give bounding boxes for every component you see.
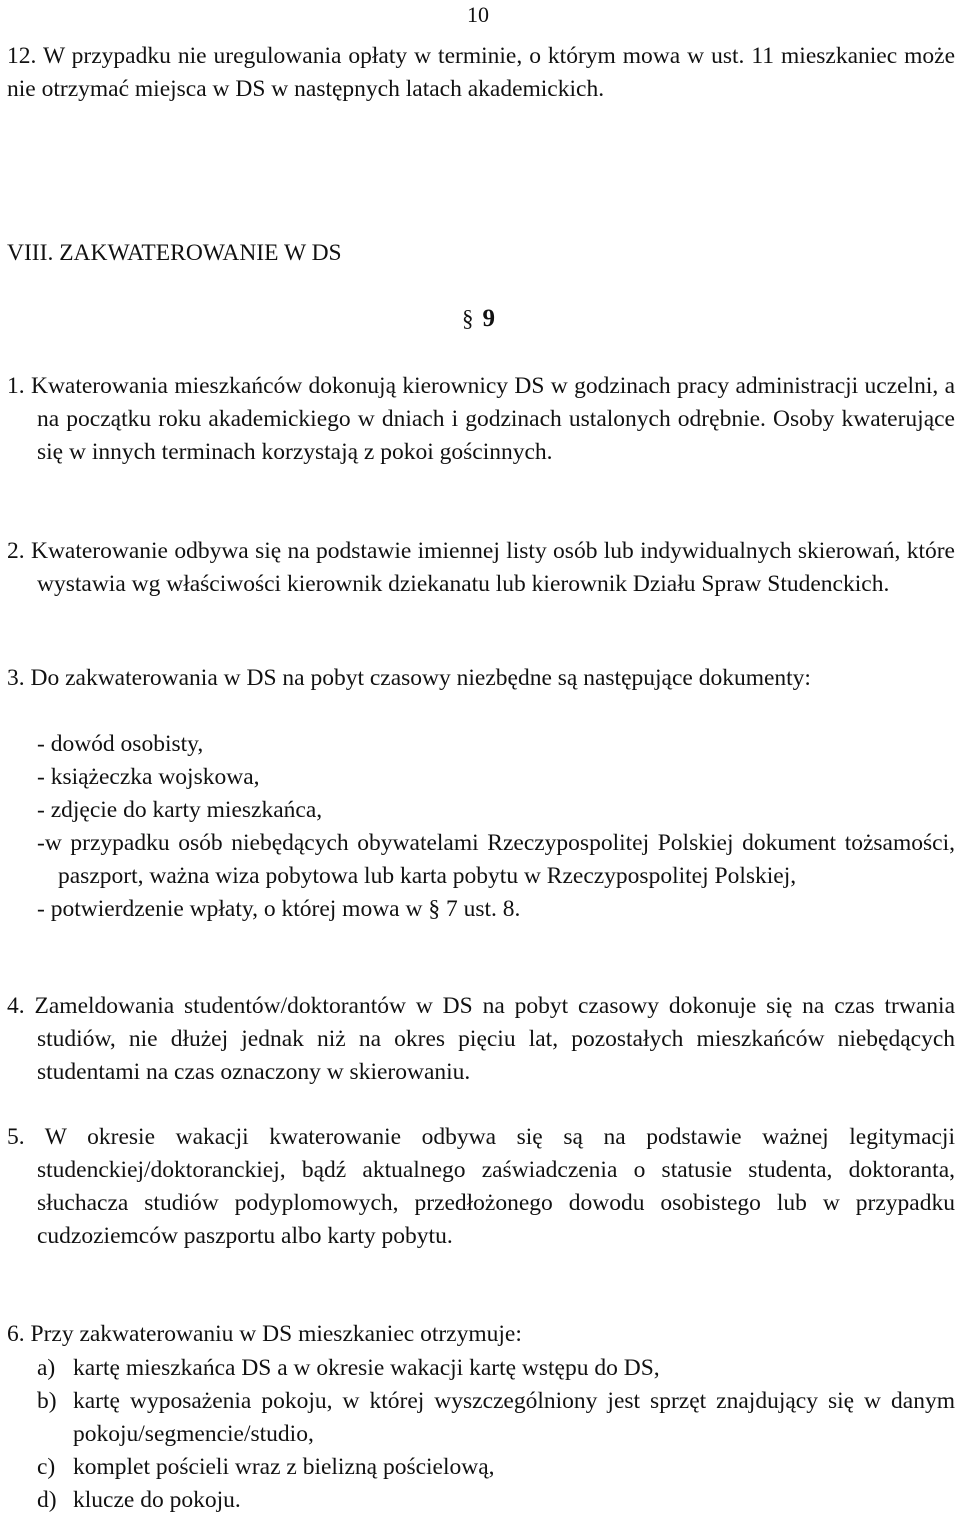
item-number: 6. [7,1321,25,1347]
item-text: Zameldowania studentów/doktorantów w DS na pobyt czasowy dokonuje się na czas trwania studiów, nie dłużej jednak niż na okres pięciu lat, pozostałych mieszkańców niebędących studentami na czas oznaczony w skierowaniu. [34,993,955,1085]
sub-item-label: d) [37,1487,57,1513]
paragraph-item-3 [7,662,955,695]
item-number: 4. [7,993,25,1019]
sub-item-b [37,1385,955,1451]
paragraph-item-2 [7,535,955,601]
paragraph-item-6 [7,1318,955,1351]
item-text: Do zakwaterowania w DS na pobyt czasowy niezbędne są następujące dokumenty: [30,665,811,691]
document-item: - dowód osobisty, [37,731,204,757]
item-number: 3. [7,665,25,691]
document-item: -w przypadku osób niebędących obywatelami Rzeczypospolitej Polskiej dokument tożsamości, paszport, ważna wiza pobytowa lub karta pobytu w Rzeczypospolitej Polskiej, [37,830,955,889]
paragraph-item-12 [7,40,955,106]
item-text: W przypadku nie uregulowania opłaty w terminie, o którym mowa w ust. 11 mieszkaniec może nie otrzymać miejsca w DS w następnych latach akademickich. [7,43,956,102]
item-number: 5. [7,1124,25,1150]
document-item: - zdjęcie do karty mieszkańca, [37,797,323,823]
section-symbol: § [462,306,474,331]
document-item: - książeczka wojskowa, [37,764,260,790]
sub-item-label: a) [37,1355,56,1381]
section-number: 9 [482,305,495,332]
paragraph-item-1 [7,370,955,469]
item-number: 2. [7,538,25,564]
paragraph-item-4 [7,990,955,1089]
sub-item-label: b) [37,1388,57,1414]
chapter-heading: VIII. ZAKWATEROWANIE W DS [7,240,342,266]
documents-list [37,728,955,926]
item-number: 1. [7,373,25,399]
sub-item-label: c) [37,1454,56,1480]
sub-item-text: kartę wyposażenia pokoju, w której wyszczególniony jest sprzęt znajdujący się w danym pokoju/segmencie/studio, [73,1388,955,1447]
page-number: 10 [467,2,489,27]
sub-item-text: klucze do pokoju. [73,1487,241,1513]
item-text: Kwaterowania mieszkańców dokonują kierownicy DS w godzinach pracy administracji uczelni, a na początku roku akademickiego w dniach i godzinach ustalonych odrębnie. Osoby kwaterujące się w innych terminach korzystają z pokoi gościnnych. [30,373,956,465]
item-text: W okresie wakacji kwaterowanie odbywa się są na podstawie ważnej legitymacji studenckiej/doktoranckiej, bądź aktualnego zaświadczenia o statusie studenta, doktoranta, słuchacza studiów podyplomowych, przedłożonego dowodu osobistego lub w przypadku cudzoziemców paszportu albo karty pobytu. [37,1124,955,1249]
item-text: Przy zakwaterowaniu w DS mieszkaniec otrzymuje: [30,1321,522,1347]
item-number: 12. [7,43,37,69]
item-text: Kwaterowanie odbywa się na podstawie imiennej listy osób lub indywidualnych skierowań, które wystawia wg właściwości kierownik dziekanatu lub kierownik Działu Spraw Studenckich. [30,538,955,597]
sub-item-text: kartę mieszkańca DS a w okresie wakacji kartę wstępu do DS, [73,1355,660,1381]
paragraph-item-5 [7,1121,955,1253]
document-item: - potwierdzenie wpłaty, o której mowa w § 7 ust. 8. [37,896,521,922]
section-heading [462,305,495,333]
sub-item-text: komplet pościeli wraz z bielizną pościelową, [73,1454,495,1480]
